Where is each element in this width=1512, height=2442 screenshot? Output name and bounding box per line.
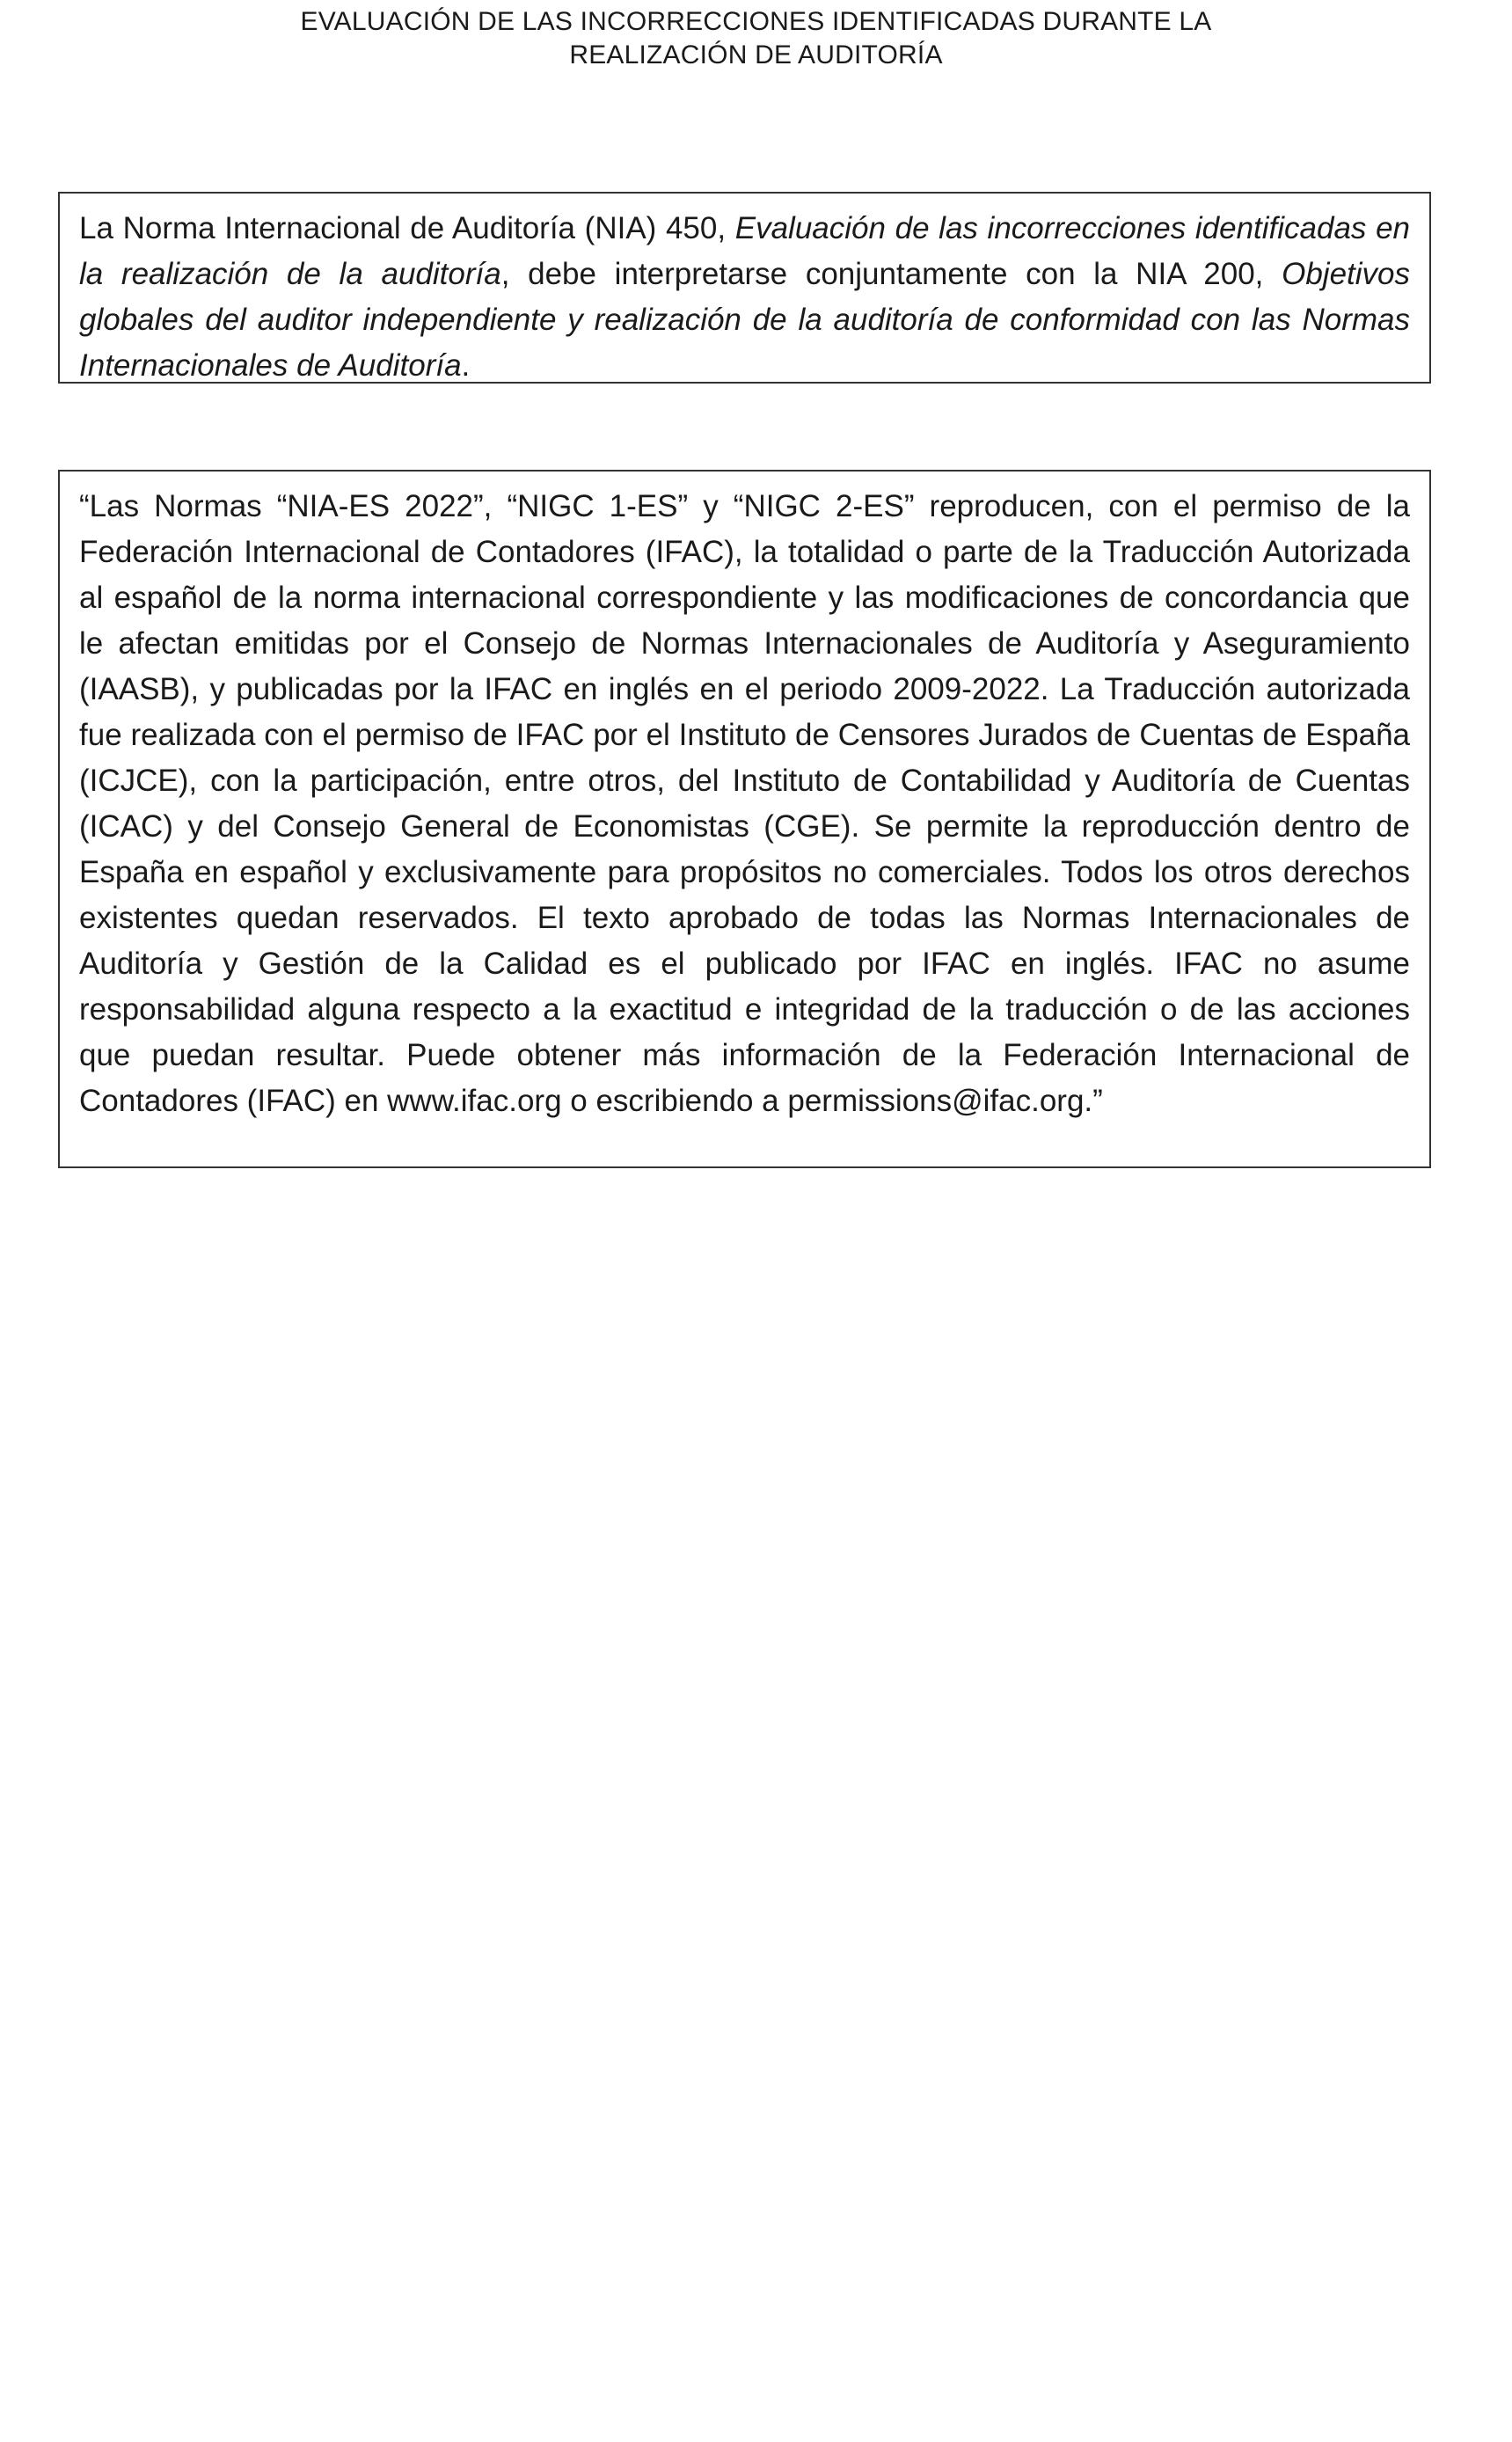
copyright-paragraph: “Las Normas “NIA-ES 2022”, “NIGC 1-ES” y “NIGC 2-ES” reproducen, con el permiso de la Federación Internacional de Contadores (IFAC), la totalidad o parte de la Traducción Autorizada al español de la norma internacional correspondiente y las modificaciones de concordancia que le afectan emitidas por el Consejo de Normas Internacionales de Auditoría y Aseguramiento (IAASB), y publicadas por la IFAC en inglés en el periodo 2009-2022. La Traducción autorizada fue realizada con el permiso de IFAC por el Instituto de Censores Jurados de Cuentas de España (ICJCE), con la participación, entre otros, del Instituto de Contabilidad y Auditoría de Cuentas (ICAC) y del Consejo General de Economistas (CGE). Se permite la reproducción dentro de España en español y exclusivamente para propósitos no comerciales. Todos los otros derechos existentes quedan reservados. El texto aprobado de todas las Normas Internacionales de Auditoría y Gestión de la Calidad es el publicado por IFAC en inglés. IFAC no asume responsabilidad alguna respecto a la exactitud e integridad de la traducción o de las acciones que puedan resultar. Puede obtener más información de la Federación Internacional de Contadores (IFAC) en www.ifac.org o escribiendo a permissions@ifac.org.” [79, 489, 1410, 1118]
page-header-line-1: EVALUACIÓN DE LAS INCORRECCIONES IDENTIFICADAS DURANTE LA [300, 7, 1212, 36]
intro-title-nia-200: Objetivos globales del auditor independiente y realización de la auditoría de conformidad con las Normas Internacionales de Auditoría [79, 257, 1411, 383]
intro-text-1: La Norma Internacional de Auditoría (NIA) 450, [79, 211, 735, 245]
copyright-box [58, 470, 1431, 1168]
intro-box [58, 192, 1431, 384]
intro-paragraph [79, 206, 1410, 389]
intro-text-2: , debe interpretarse conjuntamente con la NIA 200, [500, 257, 1282, 291]
page-header [0, 5, 1512, 72]
intro-title-nia-450: Evaluación de las incorrecciones identificadas en la realización de la auditoría [79, 211, 1410, 291]
intro-text-3: . [461, 348, 471, 383]
page-header-line-2: REALIZACIÓN DE AUDITORÍA [569, 40, 943, 69]
